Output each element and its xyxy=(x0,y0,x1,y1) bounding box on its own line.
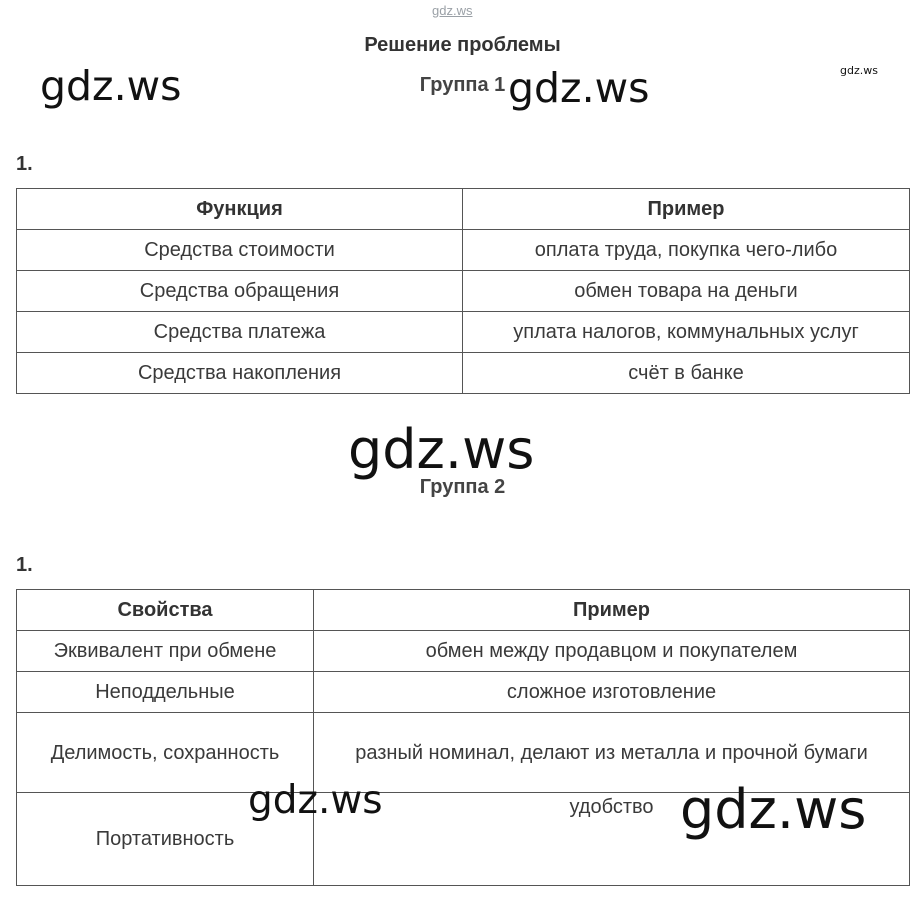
table-cell: Средства обращения xyxy=(17,271,463,312)
table-header-properties: Свойства xyxy=(17,590,314,631)
functions-table xyxy=(16,188,910,394)
table-cell: удобство xyxy=(314,793,910,886)
table-cell: оплата труда, покупка чего-либо xyxy=(463,230,910,271)
table-header-example: Пример xyxy=(463,189,910,230)
watermark-top: gdz.ws xyxy=(432,3,473,18)
page-title: Решение проблемы xyxy=(364,34,561,56)
watermark-bottom-right: gdz.ws xyxy=(680,778,867,841)
table-cell: Эквивалент при обмене xyxy=(17,631,314,672)
group-1-label: Группа 1 xyxy=(419,74,506,96)
table-cell: обмен между продавцом и покупателем xyxy=(314,631,910,672)
table-cell: Средства стоимости xyxy=(17,230,463,271)
watermark-group1: gdz.ws xyxy=(508,64,650,112)
table-cell: обмен товара на деньги xyxy=(463,271,910,312)
table-cell: счёт в банке xyxy=(463,353,910,394)
table-header-function: Функция xyxy=(17,189,463,230)
table-cell: Неподдельные xyxy=(17,672,314,713)
watermark-bottom-left: gdz.ws xyxy=(248,778,383,823)
task-number-2: 1. xyxy=(16,554,33,576)
task-number-1: 1. xyxy=(16,153,33,175)
group-2-label: Группа 2 xyxy=(419,476,506,498)
properties-table xyxy=(16,589,910,886)
watermark-center: gdz.ws xyxy=(348,418,535,481)
table-cell: разный номинал, делают из металла и прочной бумаги xyxy=(314,713,910,793)
table-cell: сложное изготовление xyxy=(314,672,910,713)
table-cell: Портативность xyxy=(17,793,314,886)
table-cell: Делимость, сохранность xyxy=(17,713,314,793)
table-cell: Средства накопления xyxy=(17,353,463,394)
table-cell: уплата налогов, коммунальных услуг xyxy=(463,312,910,353)
table-header-example: Пример xyxy=(314,590,910,631)
watermark-left: gdz.ws xyxy=(40,62,182,110)
table-cell: Средства платежа xyxy=(17,312,463,353)
watermark-small-right: gdz.ws xyxy=(840,64,878,77)
